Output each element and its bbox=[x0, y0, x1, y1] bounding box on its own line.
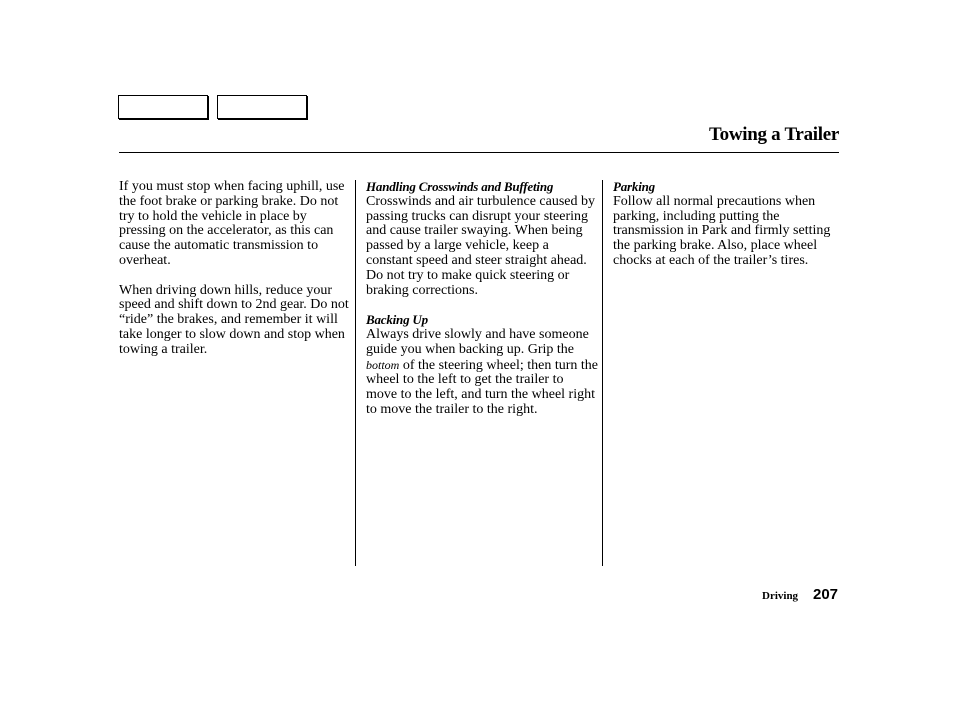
heading-backing-up: Backing Up bbox=[366, 312, 428, 328]
text-backing-up-emphasis: bottom bbox=[366, 357, 400, 372]
text-backing-up-1: Always drive slowly and have someone guide you when backing up. Grip the bbox=[366, 326, 589, 357]
paragraph-uphill: If you must stop when facing uphill, use the foot brake or parking brake. Do not try to hold the vehicle in place by pressing on the accelerator, as this can cause the automatic transmission to overheat. bbox=[119, 179, 345, 268]
page-title: Towing a Trailer bbox=[709, 124, 839, 145]
column-divider-1 bbox=[355, 180, 356, 566]
heading-parking: Parking bbox=[613, 179, 655, 194]
text-parking: Follow all normal precautions when parking, including putting the transmission in Park and firmly setting the parking brake. Also, place wheel chocks at each of the trailer’s tires. bbox=[613, 193, 831, 268]
footer-section-label: Driving bbox=[762, 590, 799, 602]
text-crosswinds: Crosswinds and air turbulence caused by passing trucks can disrupt your steering and cause trailer swaying. When being passed by a large vehicle, keep a constant speed and steer straight ahead. Do not try to make quick steering or braking corrections. bbox=[366, 193, 595, 298]
column-3 bbox=[613, 180, 845, 269]
column-divider-2 bbox=[602, 180, 603, 566]
column-1 bbox=[119, 180, 351, 358]
paragraph-downhill: When driving down hills, reduce your speed and shift down to 2nd gear. Do not “ride” the brakes, and remember it will take longer to slow down and stop when towing a trailer. bbox=[119, 282, 349, 357]
text-backing-up-2: of the steering wheel; then turn the wheel to the left to get the trailer to move to the left, and turn the wheel right to move the trailer to the right. bbox=[366, 357, 599, 417]
section-crosswinds bbox=[366, 180, 598, 298]
nav-button-2[interactable] bbox=[217, 95, 307, 119]
title-divider bbox=[119, 152, 839, 153]
heading-crosswinds: Handling Crosswinds and Buffeting bbox=[366, 179, 554, 194]
section-parking bbox=[613, 180, 845, 269]
section-backing-up bbox=[366, 313, 598, 418]
nav-button-1[interactable] bbox=[118, 95, 208, 119]
page-number: 207 bbox=[813, 586, 839, 603]
column-2 bbox=[366, 180, 598, 418]
